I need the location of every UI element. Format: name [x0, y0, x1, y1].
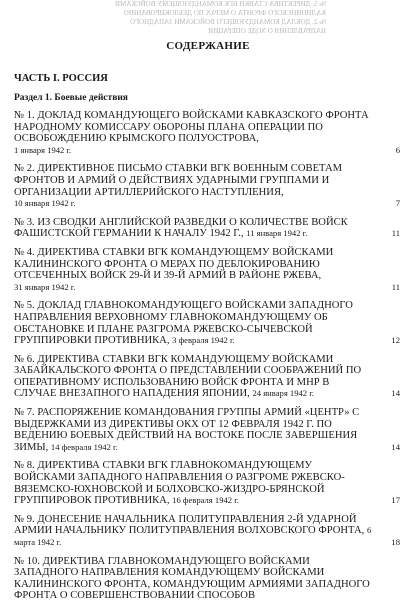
- toc-entry-date: 11 января 1942 г.: [246, 228, 308, 239]
- toc-entry-page: 17: [391, 495, 400, 506]
- toc-entry-page: 7: [395, 198, 400, 209]
- section-title: Раздел 1. Боевые действия: [14, 93, 128, 103]
- toc-entry-title: № 6. ДИРЕКТИВА СТАВКИ ВГК КОМАНДУЮЩЕМУ ВОЙСКАМИ ЗАБАЙКАЛЬСКОГО ФРОНТА О ПРЕДСТАВЛЕНИИ СООБРАЖЕНИЙ ПО ОПЕРАТИВНОМУ ИСПОЛЬЗОВАНИЮ ВОЙСК ФРОНТА И МНР В СЛУЧАЕ ВНЕЗАПНОГО НАПАДЕНИЯ ЯПОНИИ,: [14, 353, 362, 400]
- toc-entry-date: 31 января 1942 г.: [14, 281, 76, 292]
- toc-entry: [14, 163, 400, 209]
- toc-entry-date: 10 января 1942 г.: [14, 198, 76, 209]
- toc-entry: [14, 247, 400, 293]
- toc-entry-title: № 4. ДИРЕКТИВА СТАВКИ ВГК КОМАНДУЮЩЕМУ ВОЙСКАМИ КАЛИНИНСКОГО ФРОНТА О МЕРАХ ПО ДЕБЛОКИРОВАНИЮ ОТСЕЧЕННЫХ ВОЙСК 29-Й И 39-Й АРМИЙ В РАЙОНЕ РЖЕВА,: [14, 246, 334, 282]
- toc-entry-page: 11: [391, 281, 400, 292]
- toc-entry-title: № 10. ДИРЕКТИВА ГЛАВНОКОМАНДУЮЩЕГО ВОЙСКАМИ ЗАПАДНОГО НАПРАВЛЕНИЯ КОМАНДУЮЩЕМУ ВОЙСКАМИ КАЛИНИНСКОГО ФРОНТА, КОМАНДУЮЩИМ АРМИЯМИ ЗАПАДНОГО ФРОНТА О СОВЕРШЕНСТВОВАНИИ СПОСОБОВ: [14, 555, 370, 602]
- bleed-through-text: [0, 0, 416, 35]
- toc-entry-date: 24 января 1942 г.: [252, 388, 314, 399]
- toc-entry-date: 3 февраля 1942 г.: [172, 335, 235, 346]
- bleed-line: № 2. ДОКЛАД КОМАНДУЮЩЕГО ВОЙСКАМИ ЗАПАДНОГО: [130, 18, 326, 26]
- toc-entry: [14, 217, 400, 240]
- toc-entry: [14, 514, 400, 549]
- toc-entry-page: 14: [391, 441, 400, 452]
- toc-entry: [14, 354, 400, 400]
- toc-entry: [14, 556, 400, 602]
- toc-entry-date: 6 марта 1942 г.: [14, 525, 372, 547]
- toc-entry-date: 16 февраля 1942 г.: [172, 495, 239, 506]
- toc-entry-title: № 7. РАСПОРЯЖЕНИЕ КОМАНДОВАНИЯ ГРУППЫ АРМИЙ «ЦЕНТР» С ВЫДЕРЖКАМИ ИЗ ДИРЕКТИВЫ ОКХ ОТ 12 ФЕВРАЛЯ 1942 Г. ПО ВЕДЕНИЮ БОЕВЫХ ДЕЙСТВИЙ НА ВОСТОКЕ ПОСЛЕ ЗАВЕРШЕНИЯ ЗИМЫ,: [14, 407, 360, 453]
- bleed-line: НАПРАВЛЕНИЯ О ХОДЕ ОПЕРАЦИИ: [208, 27, 326, 35]
- toc-entry-page: 12: [391, 335, 400, 346]
- part-title: ЧАСТЬ I. РОССИЯ: [14, 73, 108, 84]
- bleed-line: № 5. ДИРЕКТИВА СТАВКИ ВГК КОМАНДУЮЩЕМУ ВОЙСКАМИ: [114, 0, 326, 8]
- toc-entry: [14, 300, 400, 346]
- toc-entry-title: № 3. ИЗ СВОДКИ АНГЛИЙСКОЙ РАЗВЕДКИ О КОЛИЧЕСТВЕ ВОЙСК ФАШИСТСКОЙ ГЕРМАНИИ К НАЧАЛУ 1942 Г.,: [14, 216, 348, 240]
- toc-entry-title: № 9. ДОНЕСЕНИЕ НАЧАЛЬНИКА ПОЛИТУПРАВЛЕНИЯ 2-Й УДАРНОЙ АРМИИ НАЧАЛЬНИКУ ПОЛИТУПРАВЛЕНИЯ ВОЛХОВСКОГО ФРОНТА,: [14, 513, 365, 537]
- toc-entry-title: № 1. ДОКЛАД КОМАНДУЮЩЕГО ВОЙСКАМИ КАВКАЗСКОГО ФРОНТА НАРОДНОМУ КОМИССАРУ ОБОРОНЫ ПЛАНА ОПЕРАЦИИ ПО ОСВОБОЖДЕНИЮ КРЫМСКОГО ПОЛУОСТРОВА,: [14, 110, 369, 145]
- toc-entry-page: 14: [391, 388, 400, 399]
- toc-entry: [14, 110, 400, 156]
- toc-entry-title: № 5. ДОКЛАД ГЛАВНОКОМАНДУЮЩЕГО ВОЙСКАМИ ЗАПАДНОГО НАПРАВЛЕНИЯ ВЕРХОВНОМУ ГЛАВНОКОМАНДУЮЩЕМУ ОБ ОБСТАНОВКЕ И ПЛАНЕ РАЗГРОМА РЖЕВСКО-СЫЧЕВСКОЙ ГРУППИРОВКИ ПРОТИВНИКА,: [14, 300, 353, 347]
- toc-entry-page: 11: [391, 228, 400, 239]
- toc-entry-page: 18: [391, 537, 400, 547]
- toc-entry-date: 1 января 1942 г.: [14, 144, 72, 155]
- page-heading: СОДЕРЖАНИЕ: [166, 40, 250, 52]
- toc-entry: [14, 407, 400, 453]
- bleed-line: КАЛИНИНСКОГО ФРОНТА О МЕРАХ ПО ДЕБЛОКИРОВАНИЮ: [123, 9, 326, 17]
- toc-entry-page: 6: [395, 144, 400, 155]
- toc-entry-title: № 2. ДИРЕКТИВНОЕ ПИСЬМО СТАВКИ ВГК ВОЕННЫМ СОВЕТАМ ФРОНТОВ И АРМИЙ О ДЕЙСТВИЯХ УДАРНЫМИ ГРУППАМИ И ОРГАНИЗАЦИИ АРТИЛЛЕРИЙСКОГО НАСТУПЛЕНИЯ,: [14, 163, 343, 198]
- toc-entry-title: № 8. ДИРЕКТИВА СТАВКИ ВГК ГЛАВНОКОМАНДУЮЩЕМУ ВОЙСКАМИ ЗАПАДНОГО НАПРАВЛЕНИЯ О РАЗГРОМЕ РЖЕВСКО-ВЯЗЕМСКО-ЮХНОВСКОЙ И БОЛХОВСКО-ЖИЗДРО-БРЯНСКОЙ ГРУППИРОВОК ПРОТИВНИКА,: [14, 460, 345, 507]
- toc-entry: [14, 460, 400, 506]
- toc-entry-date: 14 февраля 1942 г.: [50, 441, 118, 452]
- toc-entries: [14, 110, 400, 609]
